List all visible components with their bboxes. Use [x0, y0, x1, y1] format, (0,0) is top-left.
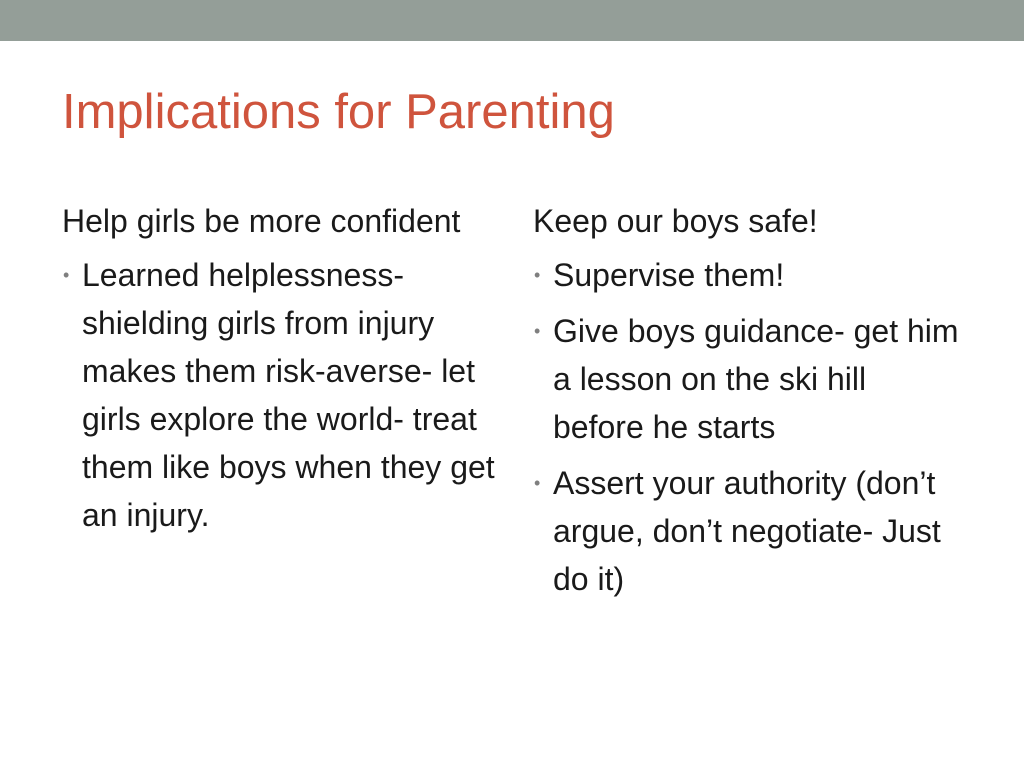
bullet-text: Give boys guidance- get him a lesson on the ski hill before he starts — [553, 313, 959, 445]
bullet-dot-icon: • — [534, 473, 541, 493]
left-bullet-list — [62, 251, 502, 539]
left-column-heading: Help girls be more confident — [62, 203, 461, 239]
left-column — [62, 197, 502, 547]
bullet-text: Assert your authority (don’t argue, don’t negotiate- Just do it) — [553, 465, 941, 597]
top-accent-bar — [0, 0, 1024, 41]
right-column-heading: Keep our boys safe! — [533, 203, 818, 239]
list-item — [62, 251, 502, 539]
list-item — [533, 307, 963, 451]
list-item — [533, 459, 963, 603]
bullet-text: Supervise them! — [553, 257, 785, 293]
bullet-dot-icon: • — [534, 321, 541, 341]
slide-title: Implications for Parenting — [62, 85, 615, 139]
right-bullet-list — [533, 251, 963, 603]
right-column — [533, 197, 963, 611]
bullet-dot-icon: • — [63, 265, 70, 285]
bullet-dot-icon: • — [534, 265, 541, 285]
bullet-text: Learned helplessness- shielding girls from injury makes them risk-averse- let girls explore the world- treat them like boys when they get an injury. — [82, 257, 495, 533]
list-item — [533, 251, 963, 299]
